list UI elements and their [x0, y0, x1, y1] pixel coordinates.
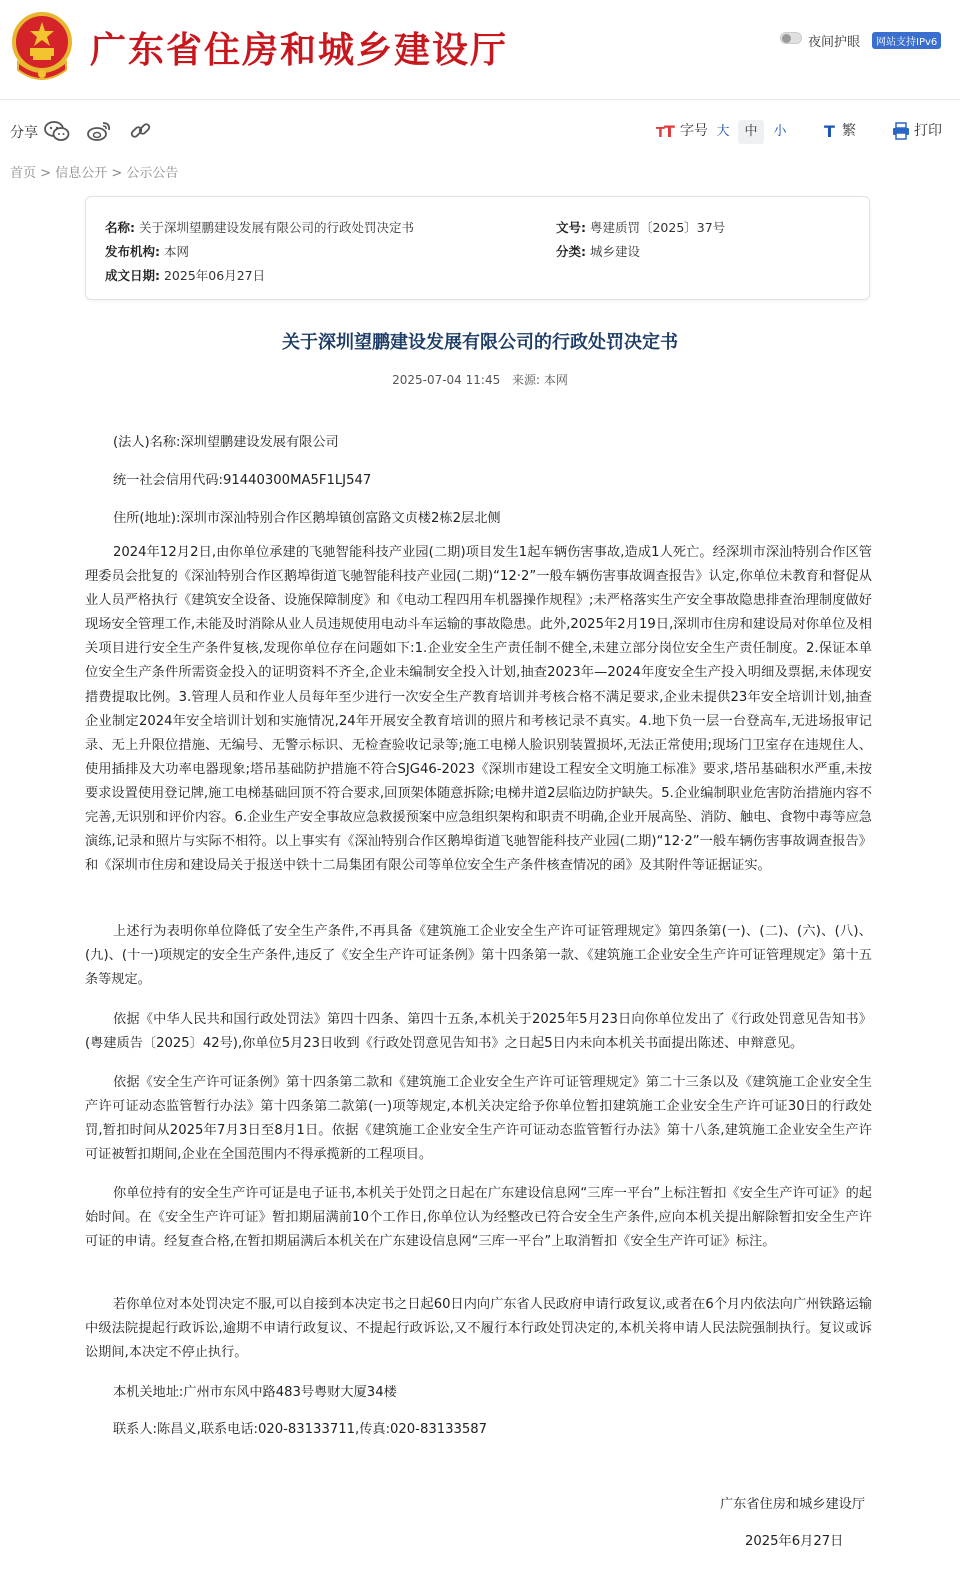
paragraph-violation: 上述行为表明你单位降低了安全生产条件,不再具备《建筑施工企业安全生产许可证管理规定》第四条第(一)、(二)、(六)、(八)、(九)、(十一)项规定的安全生产条件,违反了《安全生产许可证条例》第十四条第一款、《建筑施工企业安全生产许可证管理规定》第十五条等规定。 [85, 924, 872, 988]
breadcrumb-separator: > [36, 166, 56, 181]
info-category-value: 城乡建设 [589, 244, 640, 259]
site-title[interactable]: 广东省住房和城乡建设厅 [90, 30, 509, 71]
paragraph-certificate: 你单位持有的安全生产许可证是电子证书,本机关于处罚之日起在广东建设信息网“三库一平台”上标注暂扣《安全生产许可证》的起始时间。在《安全生产许可证》暂扣期届满前10个工作日,你单位认为经整改已符合安全生产条件,应向本机关提出解除暂扣安全生产许可证的申请。经复查合格,在暂扣期届满后本机关在广东建设信息网“三库一平台”上取消暂扣《安全生产许可证》标注。 [85, 1186, 872, 1250]
info-category-label: 分类: [556, 244, 586, 259]
ipv6-badge: 网站支持IPv6 [872, 32, 941, 49]
article-datetime: 2025-07-04 11:45 [392, 373, 501, 387]
paragraph-decision: 依据《安全生产许可证条例》第十四条第二款和《建筑施工企业安全生产许可证管理规定》第二十三条以及《建筑施工企业安全生产许可证动态监管暂行办法》第十四条第二款第(一)项等规定,本机关决定给予你单位暂扣建筑施工企业安全生产许可证30日的行政处罚,暂扣时间从2025年7月3日至8月1日。依据《建筑施工企业安全生产许可证动态监管暂行办法》第十八条,建筑施工企业安全生产许可证被暂扣期间,企业在全国范围内不得承揽新的工程项目。 [85, 1075, 872, 1163]
share-label: 分享 [10, 125, 38, 141]
national-emblem-icon [10, 10, 74, 82]
article-title: 关于深圳望鹏建设发展有限公司的行政处罚决定书 [282, 332, 678, 353]
info-docno [556, 218, 725, 236]
print-icon[interactable] [892, 122, 910, 140]
font-size-icon [656, 122, 676, 140]
breadcrumb [10, 162, 178, 181]
wechat-icon[interactable] [44, 120, 70, 142]
font-size-label: 字号 [680, 123, 708, 139]
breadcrumb-home[interactable]: 首页 [10, 166, 37, 181]
document-info-box [85, 196, 870, 300]
paragraph-facts: 2024年12月2日,由你单位承建的飞驰智能科技产业园(二期)项目发生1起车辆伤害事故,造成1人死亡。经深圳市深汕特别合作区管理委员会批复的《深汕特别合作区鹅埠街道飞驰智能科技产业园(二期)“12·2”一般车辆伤害事故调查报告》认定,你单位未教育和督促从业人员严格执行《建筑安全设备、设施保障制度》和《电动工程四用车机器操作规程》;未严格落实生产安全事故隐患排查治理制度做好现场安全管理工作,未能及时消除从业人员违规使用电动斗车运输的事故隐患。此外,2025年2月19日,深圳市住房和建设局对你单位及相关项目进行安全生产条件复核,发现你单位存在问题如下:1.企业安全生产责任制不健全,未建立部分岗位安全生产责任制度。2.保证本单位安全生产条件所需资金投入的证明资料不齐全,企业未编制安全投入计划,抽查2023年—2024年度安全生产投入明细及票据,未体现安措费提取比例。3.管理人员和作业人员每年至少进行一次安全生产教育培训并考核合格不满足要求,企业未提供23年安全培训计划,抽查企业制定2024年安全培训计划和实施情况,24年开展安全教育培训的照片和考核记录不真实。4.地下负一层一台登高车,无进场报审记录、无上升限位措施、无编号、无警示标识、无检查验收记录等;施工电梯人脸识别装置损坏,无法正常使用;现场门卫室存在违规住人、使用插排及大功率电器现象;塔吊基础防护措施不符合SJG46-2023《深圳市建设工程安全文明施工标准》要求,塔吊基础积水严重,未按要求设置使用登记牌,施工电梯基础回顶不符合要求,回顶架体随意拆除;电梯井道2层临边防护缺失。5.企业编制职业危害防治措施内容不完善,无识别和评价内容。6.企业生产安全事故应急救援预案中应急组织架构和职责不明确,企业开展高坠、消防、触电、食物中毒等应急演练,记录和照片与实际不相符。以上事实有《深汕特别合作区鹅埠街道飞驰智能科技产业园(二期)“12·2”一般车辆伤害事故调查报告》和《深圳市住房和建设局关于报送中铁十二局集团有限公司等单位安全生产条件核查情况的函》及其附件等证据证实。 [85, 545, 872, 874]
breadcrumb-info-public[interactable]: 信息公开 [55, 166, 108, 181]
article-toolbar [0, 112, 960, 152]
traditional-icon[interactable] [824, 122, 840, 140]
signature-date: 2025年6月27日 [745, 1534, 844, 1549]
link-icon[interactable] [128, 120, 154, 142]
info-publisher-value: 本网 [163, 244, 189, 259]
site-header [0, 0, 960, 100]
info-date-value: 2025年06月27日 [163, 268, 266, 283]
paragraph-appeal: 若你单位对本处罚决定不服,可以自接到本决定书之日起60日内向广东省人民政府申请行政复议,或者在6个月内依法向广州铁路运输中级法院提起行政诉讼,逾期不申请行政复议、不提起行政诉讼,又不履行本行政处罚决定的,本机关将申请人民法院强制执行。复议或诉讼期间,本决定不停止执行。 [85, 1297, 872, 1361]
info-docno-label: 文号: [556, 220, 586, 235]
traditional-chinese-button[interactable]: 繁 [842, 123, 856, 139]
svg-text:T: T [824, 122, 835, 140]
weibo-icon[interactable] [86, 120, 112, 142]
contact-line: 联系人:陈昌义,联系电话:020-83133711,传真:020-83133587 [113, 1422, 488, 1437]
breadcrumb-separator: > [107, 166, 127, 181]
article-source: 来源: 本网 [512, 373, 568, 387]
font-size-small-button[interactable]: 小 [773, 124, 787, 139]
info-name [105, 218, 414, 236]
breadcrumb-announcements[interactable]: 公示公告 [126, 166, 179, 181]
legal-person-line: (法人)名称:深圳望鹏建设发展有限公司 [113, 435, 339, 450]
text-tools [650, 120, 950, 144]
font-size-large-button[interactable]: 大 [716, 124, 730, 139]
credit-code-line: 统一社会信用代码:91440300MA5F1LJ547 [113, 473, 372, 488]
article-meta [0, 371, 960, 388]
info-name-label: 名称: [105, 220, 135, 235]
info-publisher [105, 242, 189, 260]
address-line: 住所(地址):深圳市深汕特别合作区鹅埠镇创富路文贞楼2栋2层北侧 [113, 511, 501, 526]
info-docno-value: 粤建质罚〔2025〕37号 [589, 220, 726, 235]
night-mode-label[interactable]: 夜间护眼 [808, 35, 861, 50]
signature-organization: 广东省住房和城乡建设厅 [720, 1497, 866, 1512]
office-address-line: 本机关地址:广州市东风中路483号粤财大厦34楼 [113, 1385, 397, 1400]
paragraph-notice: 依据《中华人民共和国行政处罚法》第四十四条、第四十五条,本机关于2025年5月23日向你单位发出了《行政处罚意见告知书》(粤建质告〔2025〕42号),你单位5月23日收到《行政处罚意见告知书》之日起5日内未向本机关书面提出陈述、申辩意见。 [85, 1012, 872, 1052]
info-date-label: 成文日期: [105, 268, 160, 283]
svg-text:T: T [664, 122, 675, 140]
info-category [556, 242, 640, 260]
info-name-value: 关于深圳望鹏建设发展有限公司的行政处罚决定书 [138, 220, 414, 235]
night-mode-toggle[interactable] [780, 32, 802, 44]
info-publisher-label: 发布机构: [105, 244, 160, 259]
font-size-medium-button[interactable]: 中 [738, 120, 764, 144]
svg-text:T: T [656, 126, 665, 140]
info-date [105, 266, 265, 284]
print-button[interactable]: 打印 [914, 123, 942, 139]
